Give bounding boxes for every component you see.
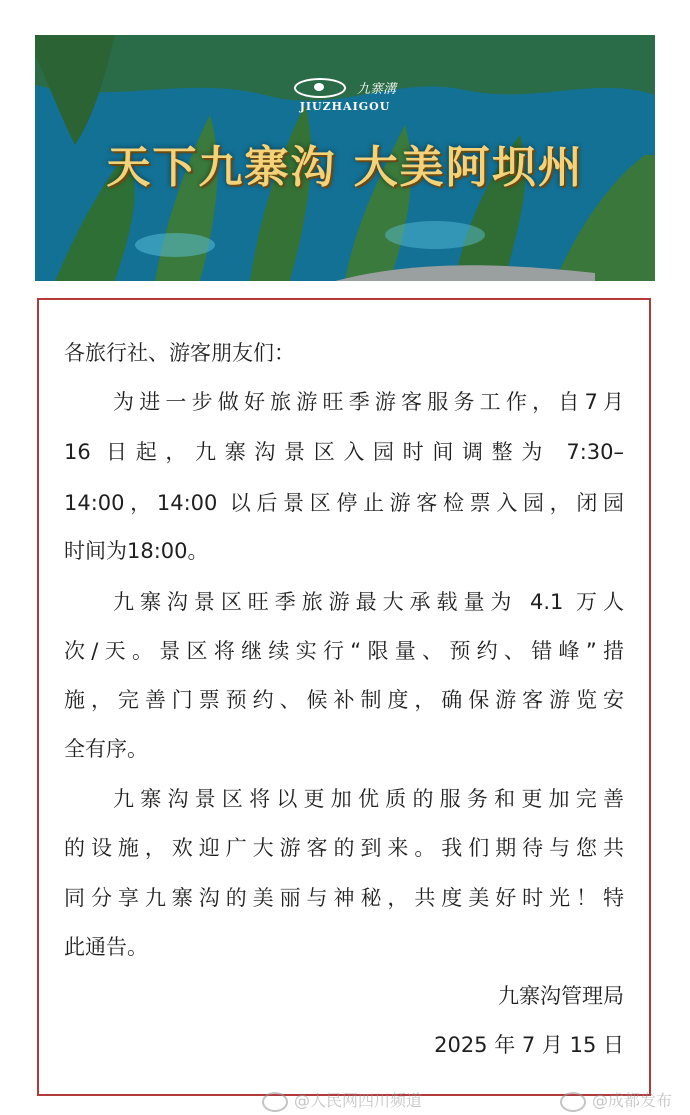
paragraph-2-line-3: 施，完善门票预约、候补制度，确保游客游览安 — [64, 688, 624, 712]
eye-logo-icon — [294, 78, 346, 98]
paragraph-1-line-4: 时间为18:00。 — [64, 539, 209, 563]
watermark-right-text: @成都发布 — [592, 1091, 673, 1110]
jiuzhaigou-logo — [35, 77, 655, 113]
paragraph-3-line-2: 的设施，欢迎广大游客的到来。我们期待与您共 — [64, 836, 624, 860]
paragraph-1-line-3: 14:00，14:00 以后景区停止游客检票入园，闭园 — [64, 491, 624, 515]
logo-script-text: 九寨溝 — [357, 82, 397, 97]
paragraph-3-line-4: 此通告。 — [64, 935, 148, 959]
paragraph-1-line-1: 为进一步做好旅游旺季游客服务工作，自7月 — [113, 390, 624, 414]
paragraph-1-line-2: 16 日起，九寨沟景区入园时间调整为 7:30– — [64, 440, 624, 464]
watermark-left-text: @人民网四川频道 — [294, 1091, 423, 1110]
banner-slogan: 天下九寨沟 大美阿坝州 — [106, 142, 584, 193]
weibo-logo-icon — [262, 1092, 288, 1112]
paragraph-3-line-3: 同分享九寨沟的美丽与神秘，共度美好时光！特 — [64, 886, 624, 910]
paragraph-2-line-4: 全有序。 — [64, 737, 148, 761]
watermark-people-sichuan — [262, 1088, 422, 1112]
header-banner-image — [35, 35, 655, 281]
watermark-chengdu-release — [560, 1088, 672, 1112]
weibo-logo-icon — [560, 1092, 586, 1112]
paragraph-3-line-1: 九寨沟景区将以更加优质的服务和更加完善 — [113, 787, 624, 811]
logo-wordmark: JIUZHAIGOU — [299, 99, 391, 113]
notice-greeting: 各旅行社、游客朋友们： — [64, 341, 295, 365]
signature-date: 2025 年 7 月 15 日 — [434, 1033, 624, 1057]
signature-issuer: 九寨沟管理局 — [498, 984, 624, 1008]
paragraph-2-line-1: 九寨沟景区旺季旅游最大承载量为 4.1 万人 — [113, 590, 624, 614]
paragraph-2-line-2: 次/天。景区将继续实行“限量、预约、错峰”措 — [64, 639, 624, 663]
